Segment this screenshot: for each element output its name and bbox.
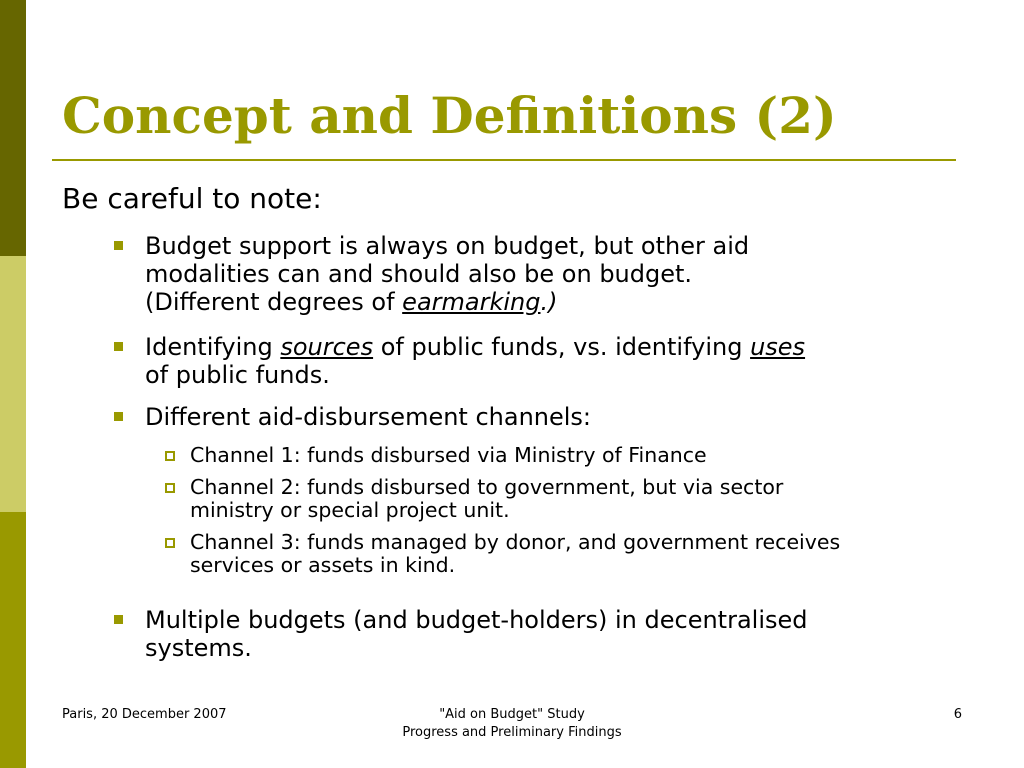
bullet-budget-support-line1: Budget support is always on budget, but other aid xyxy=(145,232,750,260)
emphasis-uses: uses xyxy=(750,333,806,361)
bullet-text: (Different degrees of xyxy=(145,288,403,316)
side-bar-dark xyxy=(0,0,26,256)
emphasis-earmarking: earmarking xyxy=(402,288,541,316)
sub-bullet-channel-1: Channel 1: funds disbursed via Ministry of Finance xyxy=(190,443,707,467)
bullet-budget-support-line2: modalities can and should also be on budget. xyxy=(145,260,693,288)
title-divider xyxy=(52,159,956,161)
bullet-text: .) xyxy=(540,288,558,316)
bullet-text: Identifying xyxy=(145,333,281,361)
side-bar-olive xyxy=(0,512,26,768)
lead-text: Be careful to note: xyxy=(62,182,322,215)
square-bullet-icon xyxy=(114,241,123,250)
bullet-sources-uses-line2: of public funds. xyxy=(145,361,330,389)
sub-bullet-channel-3-line2: services or assets in kind. xyxy=(190,553,456,577)
hollow-square-bullet-icon xyxy=(165,483,175,493)
sub-bullet-channel-2-line1: Channel 2: funds disbursed to government, but via sector xyxy=(190,475,784,499)
square-bullet-icon xyxy=(114,412,123,421)
side-bar-light xyxy=(0,256,26,512)
footer-study-title xyxy=(362,706,662,742)
footer-study-title-line2: Progress and Preliminary Findings xyxy=(402,725,622,740)
bullet-channels: Different aid-disbursement channels: xyxy=(145,403,592,431)
slide-number: 6 xyxy=(953,707,962,722)
hollow-square-bullet-icon xyxy=(165,451,175,461)
hollow-square-bullet-icon xyxy=(165,538,175,548)
square-bullet-icon xyxy=(114,615,123,624)
footer-study-title-line1: "Aid on Budget" Study xyxy=(439,707,585,722)
slide-title: Concept and Definitions (2) xyxy=(62,86,837,145)
bullet-budget-support-line3 xyxy=(145,288,557,316)
bullet-sources-uses-line1 xyxy=(145,333,805,361)
bullet-multiple-budgets-line1: Multiple budgets (and budget-holders) in decentralised xyxy=(145,606,808,634)
emphasis-sources: sources xyxy=(280,333,374,361)
sub-bullet-channel-2-line2: ministry or special project unit. xyxy=(190,498,510,522)
bullet-text: of public funds, vs. identifying xyxy=(373,333,751,361)
bullet-multiple-budgets-line2: systems. xyxy=(145,634,252,662)
sub-bullet-channel-3-line1: Channel 3: funds managed by donor, and government receives xyxy=(190,530,841,554)
square-bullet-icon xyxy=(114,342,123,351)
footer-date: Paris, 20 December 2007 xyxy=(62,707,227,722)
